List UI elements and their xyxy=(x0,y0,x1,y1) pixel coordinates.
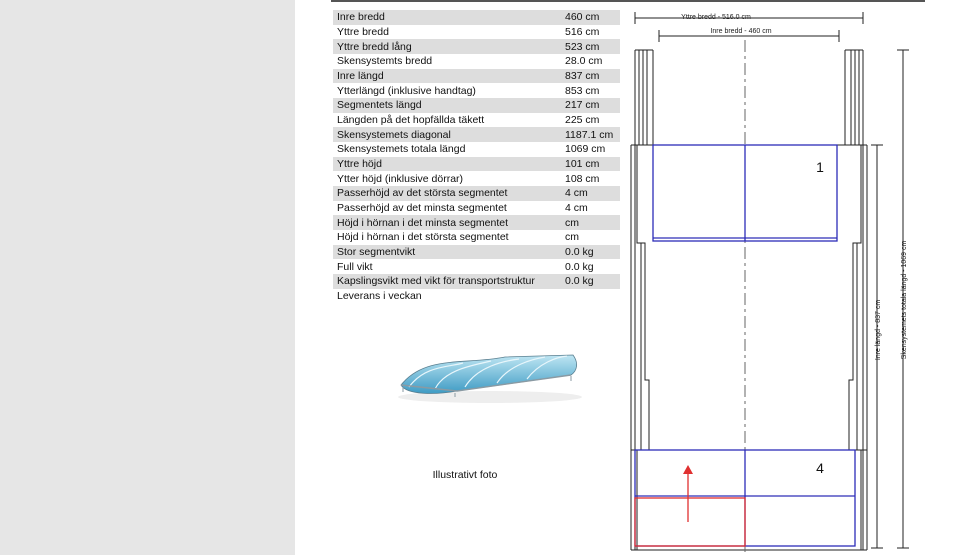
spec-label: Leverans i veckan xyxy=(337,290,422,303)
spec-row xyxy=(333,289,620,304)
segment-number-1: 1 xyxy=(816,159,824,175)
spec-value: 28.0 cm xyxy=(565,55,603,68)
spec-value: 1069 cm xyxy=(565,143,606,156)
technical-drawing xyxy=(625,0,925,555)
spec-value: 853 cm xyxy=(565,84,600,97)
spec-label: Inre längd xyxy=(333,69,561,84)
spec-table xyxy=(333,10,620,303)
spec-value: 4 cm xyxy=(561,186,620,201)
spec-value: 0.0 kg xyxy=(561,274,620,289)
spec-row xyxy=(333,171,620,186)
spec-label: Skensystemets totala längd xyxy=(337,143,466,156)
spec-label: Ytter höjd (inklusive dörrar) xyxy=(337,172,464,185)
spec-row xyxy=(333,113,620,128)
spec-row xyxy=(333,10,620,25)
spec-value: 460 cm xyxy=(561,10,620,25)
spec-row xyxy=(333,83,620,98)
spec-label: Höjd i hörnan i det största segmentet xyxy=(337,231,509,244)
spec-row xyxy=(333,201,620,216)
spec-value: 516 cm xyxy=(565,26,600,38)
spec-value: 225 cm xyxy=(565,114,600,127)
spec-row xyxy=(333,274,620,289)
spec-row xyxy=(333,54,620,69)
spec-value: 1187.1 cm xyxy=(561,127,620,142)
spec-row xyxy=(333,127,620,142)
spec-label: Kapslingsvikt med vikt för transportstruktur xyxy=(333,274,561,289)
spec-value: 108 cm xyxy=(565,172,600,185)
segment-number-4: 4 xyxy=(816,460,824,476)
spec-row xyxy=(333,259,620,274)
photo-caption: Illustrativt foto xyxy=(432,469,498,481)
spec-label: Yttre bredd lång xyxy=(333,39,561,54)
spec-value: cm xyxy=(565,231,579,244)
spec-label: Yttre höjd xyxy=(333,157,561,172)
spec-label: Skensystemts bredd xyxy=(337,55,433,68)
spec-row xyxy=(333,98,620,113)
spec-label: Segmentets längd xyxy=(333,98,561,113)
spec-row xyxy=(333,142,620,157)
inner-length-label: Inre längd - 837 cm xyxy=(875,299,882,361)
total-length-label: Skensystemets totala längd - 1069 cm xyxy=(901,240,908,360)
spec-row xyxy=(333,230,620,245)
spec-row xyxy=(333,215,620,230)
spec-row xyxy=(333,157,620,172)
spec-label: Skensystemets diagonal xyxy=(333,127,561,142)
inner-width-label: Inre bredd - 460 cm xyxy=(710,28,772,35)
spec-value: 837 cm xyxy=(561,69,620,84)
spec-label: Inre bredd xyxy=(333,10,561,25)
spec-value: 4 cm xyxy=(565,202,588,215)
spec-value: 101 cm xyxy=(561,157,620,172)
spec-row xyxy=(333,245,620,260)
spec-value: cm xyxy=(561,215,620,230)
spec-value: 0.0 kg xyxy=(565,260,594,273)
spec-value: 523 cm xyxy=(561,39,620,54)
spec-row xyxy=(333,69,620,84)
spec-value: 217 cm xyxy=(561,98,620,113)
document-page xyxy=(295,0,960,555)
spec-label: Passerhöjd av det minsta segmentet xyxy=(337,202,507,215)
spec-row xyxy=(333,25,620,40)
spec-row xyxy=(333,186,620,201)
outer-width-label: Yttre bredd - 516.0 cm xyxy=(681,14,751,21)
spec-label: Längden på det hopfällda täkett xyxy=(337,114,485,127)
pool-enclosure-photo xyxy=(395,345,585,405)
spec-label: Stor segmentvikt xyxy=(333,245,561,260)
spec-label: Full vikt xyxy=(337,260,373,273)
spec-label: Yttre bredd xyxy=(337,26,389,38)
spec-row xyxy=(333,39,620,54)
spec-value: 0.0 kg xyxy=(561,245,620,260)
spec-label: Passerhöjd av det största segmentet xyxy=(333,186,561,201)
spec-label: Höjd i hörnan i det minsta segmentet xyxy=(333,215,561,230)
spec-label: Ytterlängd (inklusive handtag) xyxy=(337,84,476,97)
spec-value xyxy=(561,289,620,304)
